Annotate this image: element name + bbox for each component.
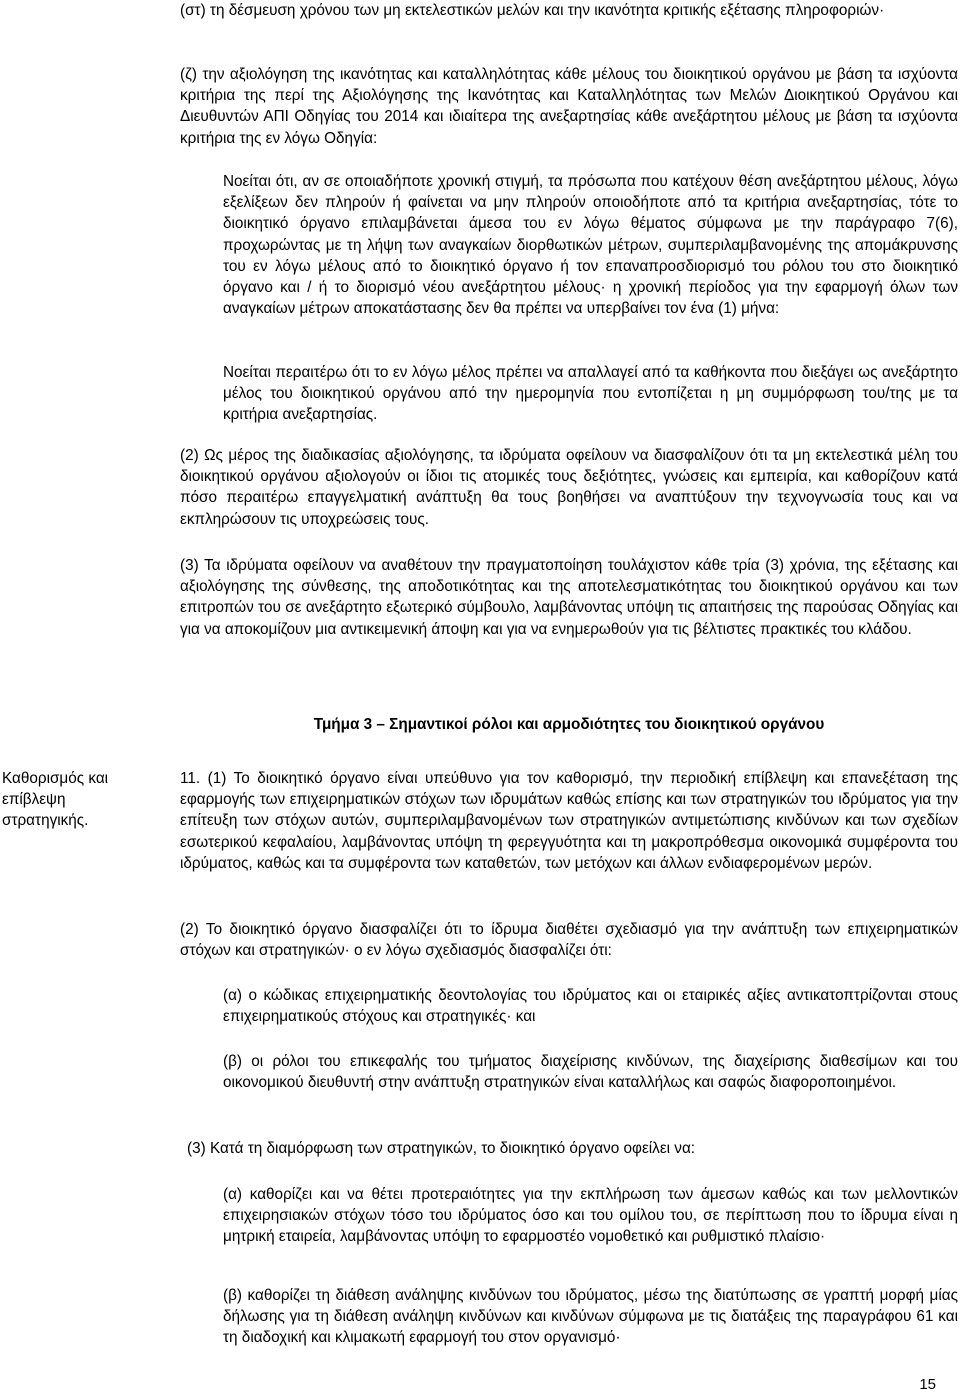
paragraph-11-2: (2) Το διοικητικό όργανο διασφαλίζει ότι το ίδρυμα διαθέτει σχεδιασμό για την ανάπτυξη των επιχειρηματικών στόχων και στρατηγικών· ο εν λόγω σχεδιασμός διασφαλίζει ότι:: [180, 921, 958, 960]
paragraph-11-2-b: (β) οι ρόλοι του επικεφαλής του τμήματος διαχείρισης κινδύνων, της διαχείρισης διαθεσίμων και του οικονομικού διευθυντή στην ανάπτυξη στρατηγικών είναι καταλλήλως και σαφώς διαφοροποιημένοι.: [223, 1053, 958, 1092]
page-number: 15: [919, 1376, 936, 1393]
section-title: Τμήμα 3 – Σημαντικοί ρόλοι και αρμοδιότητες του διοικητικού οργάνου: [313, 716, 825, 733]
paragraph-st: (στ) τη δέσμευση χρόνου των μη εκτελεστικών μελών και την ικανότητα κριτικής εξέτασης πληροφοριών·: [180, 2, 885, 19]
paragraph-z: (ζ) την αξιολόγηση της ικανότητας και καταλληλότητας κάθε μέλους του διοικητικού οργάνου με βάση τα ισχύοντα κριτήρια της περί της Αξιολόγησης της Ικανότητας και Καταλληλότητας των Μελών Διοικητικού Οργάνου και Διευθυντών ΑΠΙ Οδηγίας του 2014 και ιδιαίτερα της ανεξαρτησίας κάθε ανεξάρτητου μέλους με βάση τα ισχύοντα κριτήρια της εν λόγω Οδηγία:: [180, 66, 958, 147]
paragraph-11-1: 11. (1) Το διοικητικό όργανο είναι υπεύθυνο για τον καθορισμό, την περιοδική επίβλεψη και επανεξέταση της εφαρμογής των επιχειρηματικών στόχων των ιδρυμάτων καθώς επίσης και των στρατηγικών του ιδρύματος για την επίτευξη των στόχων αυτών, συμπεριλαμβανομένων των στρατηγικών αντιμετώπισης κινδύνων και των σχεδίων εσωτερικού κεφαλαίου, λαμβάνοντας υπόψη τη φερεγγυότητα και τη μακροπρόθεσμα οικονομικά συμφέροντα του ιδρύματος, καθώς και τα συμφέροντα των καταθετών, των μετόχων και άλλων ενδιαφερομένων μερών.: [180, 770, 958, 872]
paragraph-11-3-a: (α) καθορίζει και να θέτει προτεραιότητες για την εκπλήρωση των άμεσων καθώς και των μελλοντικών επιχειρησιακών στόχων τόσο του ιδρύματος όσο και του ομίλου του, σε περίπτωση που το ίδρυμα είναι η μητρική εταιρεία, λαμβάνοντας υπόψη το εφαρμοστέο νομοθετικό και ρυθμιστικό πλαίσιο·: [223, 1186, 958, 1246]
paragraph-2: (2) Ως μέρος της διαδικασίας αξιολόγησης, τα ιδρύματα οφείλουν να διασφαλίζουν ότι τα μη εκτελεστικά μέλη του διοικητικού οργάνου αξιολογούν οι ίδιοι τις ατομικές τους δεξιότητες, γνώσεις και εμπειρία, και καθορίζουν κατά πόσο περαιτέρω επαγγελματική ανάπτυξη θα τους βοηθήσει να αναπτύξουν την τεχνογνωσία τους και να εκπληρώσουν τις υποχρεώσεις τους.: [180, 447, 958, 528]
paragraph-3: (3) Τα ιδρύματα οφείλουν να αναθέτουν την πραγματοποίηση τουλάχιστον κάθε τρία (3) χρόνια, της εξέτασης και αξιολόγησης της σύνθεσης, της αποδοτικότητας και της αποτελεσματικότητας του διοικητικού οργάνου και των επιτροπών του σε ανεξάρτητο εξωτερικό σύμβουλο, λαμβάνοντας υπόψη τις απαιτήσεις της παρούσας Οδηγίας και για να αποκομίζουν μια αντικειμενική άποψη και για να ενημερωθούν για τις βέλτιστες πρακτικές του κλάδου.: [180, 557, 958, 638]
margin-note: Καθορισμός και επίβλεψη στρατηγικής.: [2, 770, 109, 830]
paragraph-11-2-a: (α) ο κώδικας επιχειρηματικής δεοντολογίας του ιδρύματος και οι εταιρικές αξίες αντικατοπτρίζονται στους επιχειρηματικούς στόχους και στρατηγικές· και: [223, 987, 958, 1026]
paragraph-11-3-b: (β) καθορίζει τη διάθεση ανάληψης κινδύνων του ιδρύματος, μέσω της διατύπωσης σε γραπτή μορφή μίας δήλωσης για τη διάθεση ανάληψη κινδύνων και κινδύνων σύμφωνα με τις διατάξεις της παραγράφου 61 και τη διαδοχική και κλιμακωτή εφαρμογή του στον οργανισμό·: [223, 1287, 958, 1347]
paragraph-proviso: Νοείται ότι, αν σε οποιαδήποτε χρονική στιγμή, τα πρόσωπα που κατέχουν θέση ανεξάρτητου μέλους, λόγω εξελίξεων δεν πληρούν ή φαίνεται να μην πληρούν οποιοδήποτε από τα κριτήρια ανεξαρτησίας, τότε το διοικητικό όργανο επιλαμβάνεται άμεσα του εν λόγω θέματος σύμφωνα με την παράγραφο 7(6), προχωρώντας με τη λήψη των αναγκαίων διορθωτικών μέτρων, συμπεριλαμβανομένης της απομάκρυνσης του εν λόγω μέλους από το διοικητικό όργανο ή τον επαναπροσδιορισμό του ρόλου του στο διοικητικό όργανο και / ή το διορισμό νέου ανεξάρτητου μέλους· η χρονική περίοδος για την εφαρμογή όλων των αναγκαίων μέτρων αποκατάστασης δεν θα πρέπει να υπερβαίνει τον ένα (1) μήνα:: [223, 173, 958, 318]
paragraph-further-proviso: Νοείται περαιτέρω ότι το εν λόγω μέλος πρέπει να απαλλαγεί από τα καθήκοντα που διεξάγει ως ανεξάρτητο μέλος του διοικητικού οργάνου από την ημερομηνία που εντοπίζεται η μη συμμόρφωση του/της με τα κριτήρια ανεξαρτησίας.: [223, 364, 958, 424]
paragraph-11-3: (3) Κατά τη διαμόρφωση των στρατηγικών, το διοικητικό όργανο οφείλει να:: [187, 1140, 696, 1157]
